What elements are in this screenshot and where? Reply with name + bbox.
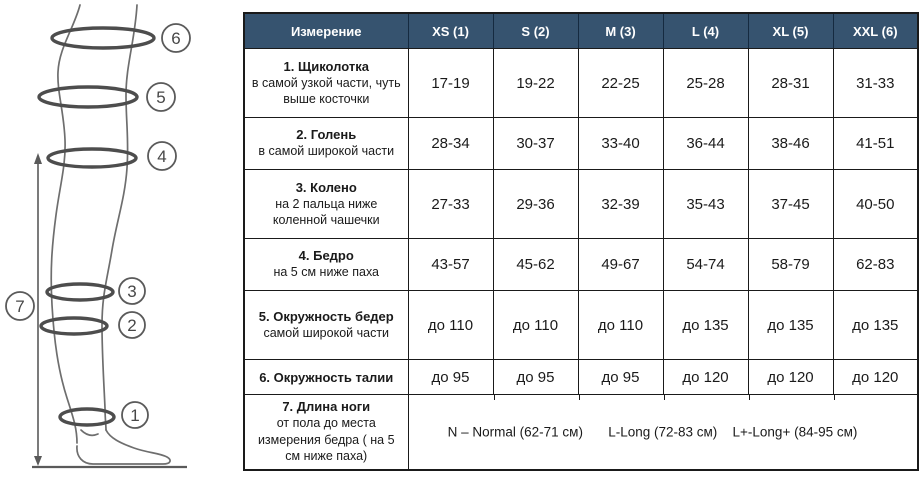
header-row [244,13,918,49]
marker-number: 7 [15,297,25,317]
size-value-cell: до 95 [493,360,578,395]
column-tick [664,395,665,400]
length-option: L-Long (72-83 см) [608,424,718,440]
size-value-cell: 35-43 [663,170,748,239]
measurement-label-cell [244,170,408,239]
size-table-header [244,13,918,49]
table-row [244,291,918,360]
column-header-size-5: XL (5) [748,13,833,49]
marker-number: 2 [127,316,137,336]
size-value-cell: 38-46 [748,118,833,170]
marker-number: 6 [171,29,181,49]
size-table [243,12,919,471]
table-row [244,118,918,170]
size-value-cell: 31-33 [833,49,918,118]
measurement-description: в самой широкой части [258,144,395,159]
ankle-bone-detail [81,430,98,435]
size-value-cell: до 120 [748,360,833,395]
size-value-cell: 33-40 [578,118,663,170]
size-value-cell: 17-19 [408,49,493,118]
size-value-cell: 19-22 [493,49,578,118]
marker-group [6,24,190,428]
size-value-cell: до 110 [408,291,493,360]
size-value-cell: 28-34 [408,118,493,170]
measurement-description: на 2 пальца ниже коленной чашечки [272,196,380,227]
size-value-cell: 30-37 [493,118,578,170]
size-value-cell: 37-45 [748,170,833,239]
size-value-cell: 49-67 [578,239,663,291]
leg-length-options-cell [408,395,918,470]
size-value-cell: до 120 [663,360,748,395]
column-tick [749,395,750,400]
size-value-cell: 25-28 [663,49,748,118]
measurement-band-4 [48,149,136,167]
size-value-cell: 22-25 [578,49,663,118]
size-value-cell: 36-44 [663,118,748,170]
measurement-marker-7 [6,292,34,320]
column-header-size-3: M (3) [578,13,663,49]
size-value-cell: до 135 [663,291,748,360]
size-value-cell: до 135 [748,291,833,360]
size-value-cell: 27-33 [408,170,493,239]
size-value-cell: 28-31 [748,49,833,118]
size-value-cell: 54-74 [663,239,748,291]
table-row [244,170,918,239]
column-header-measurement: Измерение [244,13,408,49]
measurement-marker-3 [119,278,145,304]
column-header-size-1: XS (1) [408,13,493,49]
size-value-cell: до 120 [833,360,918,395]
measurement-marker-6 [162,24,190,52]
measurement-marker-1 [122,402,148,428]
measurement-description: от пола до места измерения бедра ( на 5 см ниже паха) [257,416,395,463]
measurement-label-cell [244,118,408,170]
leg-outline-left [51,5,80,443]
size-value-cell: 45-62 [493,239,578,291]
size-value-cell: до 110 [578,291,663,360]
marker-number: 5 [156,88,166,108]
measurement-name: 7. Длина ноги [282,399,371,414]
measurement-description: в самой узкой части, чуть выше косточки [251,75,401,106]
measurement-marker-4 [148,142,176,170]
measurement-description: самой широкой части [263,325,390,340]
leg-measurement-diagram [0,0,243,481]
size-value-cell: 29-36 [493,170,578,239]
column-header-size-4: L (4) [663,13,748,49]
size-value-cell: 32-39 [578,170,663,239]
measurement-name: 1. Щиколотка [283,58,369,74]
size-value-cell: 40-50 [833,170,918,239]
measurement-band-3 [47,284,113,300]
column-header-size-6: XXL (6) [833,13,918,49]
marker-number: 3 [127,282,137,302]
length-option: N – Normal (62-71 см) [447,424,583,440]
size-table-body [244,49,918,470]
measurement-label-cell [244,239,408,291]
size-value-cell: до 95 [408,360,493,395]
leg-outline-right [102,5,140,430]
size-value-cell: до 135 [833,291,918,360]
size-value-cell: 41-51 [833,118,918,170]
measurement-name: 6. Окружность талии [259,369,394,385]
length-option: L+-Long+ (84-95 см) [732,424,858,440]
table-row [244,239,918,291]
measurement-band-2 [41,318,107,334]
size-value-cell: 62-83 [833,239,918,291]
marker-number: 1 [130,406,140,426]
measurement-band-5 [39,87,137,107]
measurement-marker-2 [119,312,145,338]
measurement-label-cell [244,49,408,118]
arrowhead-down-icon [34,456,42,466]
measurement-marker-5 [147,83,175,111]
size-value-cell: 43-57 [408,239,493,291]
table-row [244,395,918,470]
arrowhead-up-icon [34,153,42,164]
measurement-label-cell [244,291,408,360]
table-row [244,49,918,118]
size-value-cell: до 95 [578,360,663,395]
column-tick [579,395,580,400]
measurement-name: 3. Колено [295,179,357,195]
measurement-label-cell [244,395,408,470]
table-row [244,360,918,395]
measurement-description: на 5 см ниже паха [273,265,380,280]
column-header-size-2: S (2) [493,13,578,49]
measurement-name: 5. Окружность бедер [258,308,394,324]
marker-number: 4 [157,147,167,167]
size-value-cell: 58-79 [748,239,833,291]
measurement-label-cell [244,360,408,395]
size-value-cell: до 110 [493,291,578,360]
column-tick [834,395,835,400]
measurement-name: 4. Бедро [298,248,354,264]
column-tick [494,395,495,400]
measurement-name: 2. Голень [296,127,357,143]
